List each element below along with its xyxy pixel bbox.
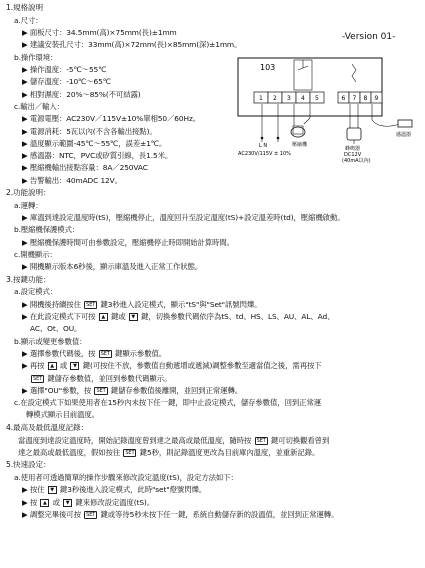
svg-text:6: 6	[341, 95, 346, 102]
down-key-icon: ▼	[48, 486, 57, 494]
sensor-label: 感溫器	[396, 132, 412, 138]
manual-line: ▶ 再按 ▲ 或 ▼ 鍵(可按住不放，參數值自動遞增或遞減)調整參數至適當值之後，需再按下	[22, 361, 322, 371]
set-key-icon: SET	[86, 301, 96, 308]
set-key-icon: SET	[125, 449, 135, 456]
manual-line: ▶ 電源電壓：AC230V／115V±10%單相50／60Hz。	[22, 114, 201, 124]
manual-line: a.運轉：	[14, 200, 43, 210]
svg-text:9: 9	[374, 95, 379, 102]
svg-text:(40mA以內): (40mA以內)	[342, 158, 371, 164]
down-key-icon: ▼	[63, 499, 72, 507]
manual-line: 轉模式顯示目前溫度。	[26, 410, 99, 420]
version-label: -Version 01-	[342, 32, 396, 42]
manual-line: c.開機顯示：	[14, 250, 57, 259]
compressor-label: 壓縮機	[292, 142, 308, 148]
manual-line: c.輸出／輸入：	[14, 101, 64, 111]
manual-line: ▶ 選擇參數代碼後，按 SET 鍵顯示參數值。	[22, 348, 167, 358]
manual-line: ▶ 調整完畢後可按 SET 鍵或等待5秒未按下任一鍵，系統自動儲存新的設溫值，並回到正常運轉。	[22, 509, 339, 519]
set-key-icon: SET	[96, 387, 106, 394]
down-key-icon: ▼	[129, 313, 138, 321]
ln-label: L N	[259, 143, 268, 149]
manual-line: b.操作環境：	[14, 52, 58, 62]
manual-line: c.在設定模式下如果使用者在15秒內未按下任一鍵，即中止設定模式，儲存參數值，回到正常運	[14, 398, 322, 408]
manual-line: ▶ 開機顯示版本6秒後，顯示庫溫及進入正常工作狀態。	[22, 262, 203, 272]
svg-text:4: 4	[301, 95, 305, 102]
svg-text:7: 7	[352, 95, 357, 102]
manual-line: 達之最高或最低溫度，假如按住 SET 鍵5秒，則記錄溫度更改為目前庫內溫度，並重新記錄。	[18, 447, 320, 457]
manual-line: ▶ 在此設定模式下可按 ▲ 鍵或 ▼ 鍵，切換參數代碼依序為tS、td、HS、LS、AU、AL、Ad、	[22, 312, 335, 321]
manual-line: ▶ 告警輸出：40mADC 12V。	[22, 175, 122, 185]
manual-line: a.設定模式：	[14, 287, 58, 297]
section-heading: 4.最高及最低溫度記錄：	[6, 422, 88, 432]
manual-line: SET 鍵儲存參數值，並回到參數代碼顯示。	[33, 373, 172, 383]
manual-line: ▶ 按住 ▼ 鍵3秒後進入設定模式，此時"set"燈號閃爍。	[22, 485, 207, 495]
set-key-icon: SET	[33, 375, 43, 382]
manual-line: ▶ 壓縮機保護時間可由參數設定，壓縮機停止時即開始計算時間。	[22, 237, 234, 247]
manual-line: b.顯示或變更參數值：	[14, 336, 87, 346]
svg-text:8: 8	[363, 95, 368, 102]
manual-line: ▶ 相對濕度：20%～85%(不可結露)	[22, 89, 141, 99]
buzzer-spec: DC12V	[344, 152, 362, 158]
manual-line: 當溫度到達設定溫度時，開始記錄溫度曾到達之最高或最低溫度，隨時按 SET 鍵可切換觀看曾到	[18, 435, 330, 445]
power-label: AC230V/115V ± 10%	[238, 151, 291, 157]
section-heading: 1.規格說明	[6, 3, 44, 12]
up-key-icon: ▲	[48, 362, 57, 370]
svg-text:3: 3	[287, 95, 291, 102]
down-key-icon: ▼	[70, 362, 79, 370]
manual-line: AC、Ot、OU。	[30, 324, 82, 334]
manual-line: ▶ 電源消耗：5瓦以內(不含各輸出接點)。	[22, 126, 157, 136]
manual-line: ▶ 按 ▲ 或 ▼ 鍵來修改設定溫度(tS)。	[22, 497, 154, 507]
section-heading: 2.功能說明：	[6, 188, 51, 197]
svg-text:1: 1	[259, 95, 263, 102]
manual-line: ▶ 建議安裝孔尺寸：33mm(高)×72mm(長)×85mm(深)±1mm。	[22, 40, 242, 50]
up-key-icon: ▲	[40, 499, 49, 507]
manual-line: ▶ 壓縮機輸出接點容量：8A／250VAC	[22, 163, 148, 173]
wiring-diagram	[232, 48, 425, 168]
manual-line: ▶ 庫溫到達設定溫度時(tS)，壓縮機停止，溫度回升至設定溫度(tS)+設定溫差時(td)，壓縮機啟動。	[22, 213, 345, 223]
manual-line: ▶ 感溫器：NTC，PVC或矽質引線，長1.5米。	[22, 151, 173, 161]
manual-line: a.使用者可透過簡單的操作步驟來修改設定溫度(tS)，設定方法如下：	[14, 472, 238, 482]
section-heading: 3.按鍵功能：	[6, 274, 51, 284]
manual-line: ▶ 選擇"OU"參數，按 SET 鍵儲存參數值後離開，並回到正常運轉。	[22, 385, 243, 395]
manual-line: ▶ 溫度顯示範圍-45℃～55℃，誤差±1℃。	[22, 138, 167, 148]
manual-line: ▶ 操作溫度：-5℃～55℃	[22, 65, 107, 74]
svg-text:2: 2	[273, 95, 277, 102]
manual-line: ▶ 面板尺寸：34.5mm(高)×75mm(長)±1mm	[22, 28, 177, 38]
manual-line: a.尺寸：	[14, 15, 43, 25]
manual-line: ▶ 開機後持續按住 SET 鍵3秒進入設定模式，顯示"tS"與"Set"訊號閃爍。	[22, 299, 262, 309]
section-heading: 5.快速設定：	[6, 460, 51, 470]
manual-line: ▶ 儲存溫度：-10℃～65℃	[22, 77, 111, 87]
up-key-icon: ▲	[99, 313, 108, 321]
set-key-icon: SET	[256, 437, 266, 444]
svg-text:5: 5	[315, 95, 319, 102]
set-key-icon: SET	[100, 350, 110, 357]
manual-line: b.壓縮機保護模式：	[14, 225, 80, 235]
buzzer-label: 蜂鳴器	[345, 146, 361, 152]
device-model: 103	[260, 63, 276, 72]
set-key-icon: SET	[86, 511, 96, 518]
